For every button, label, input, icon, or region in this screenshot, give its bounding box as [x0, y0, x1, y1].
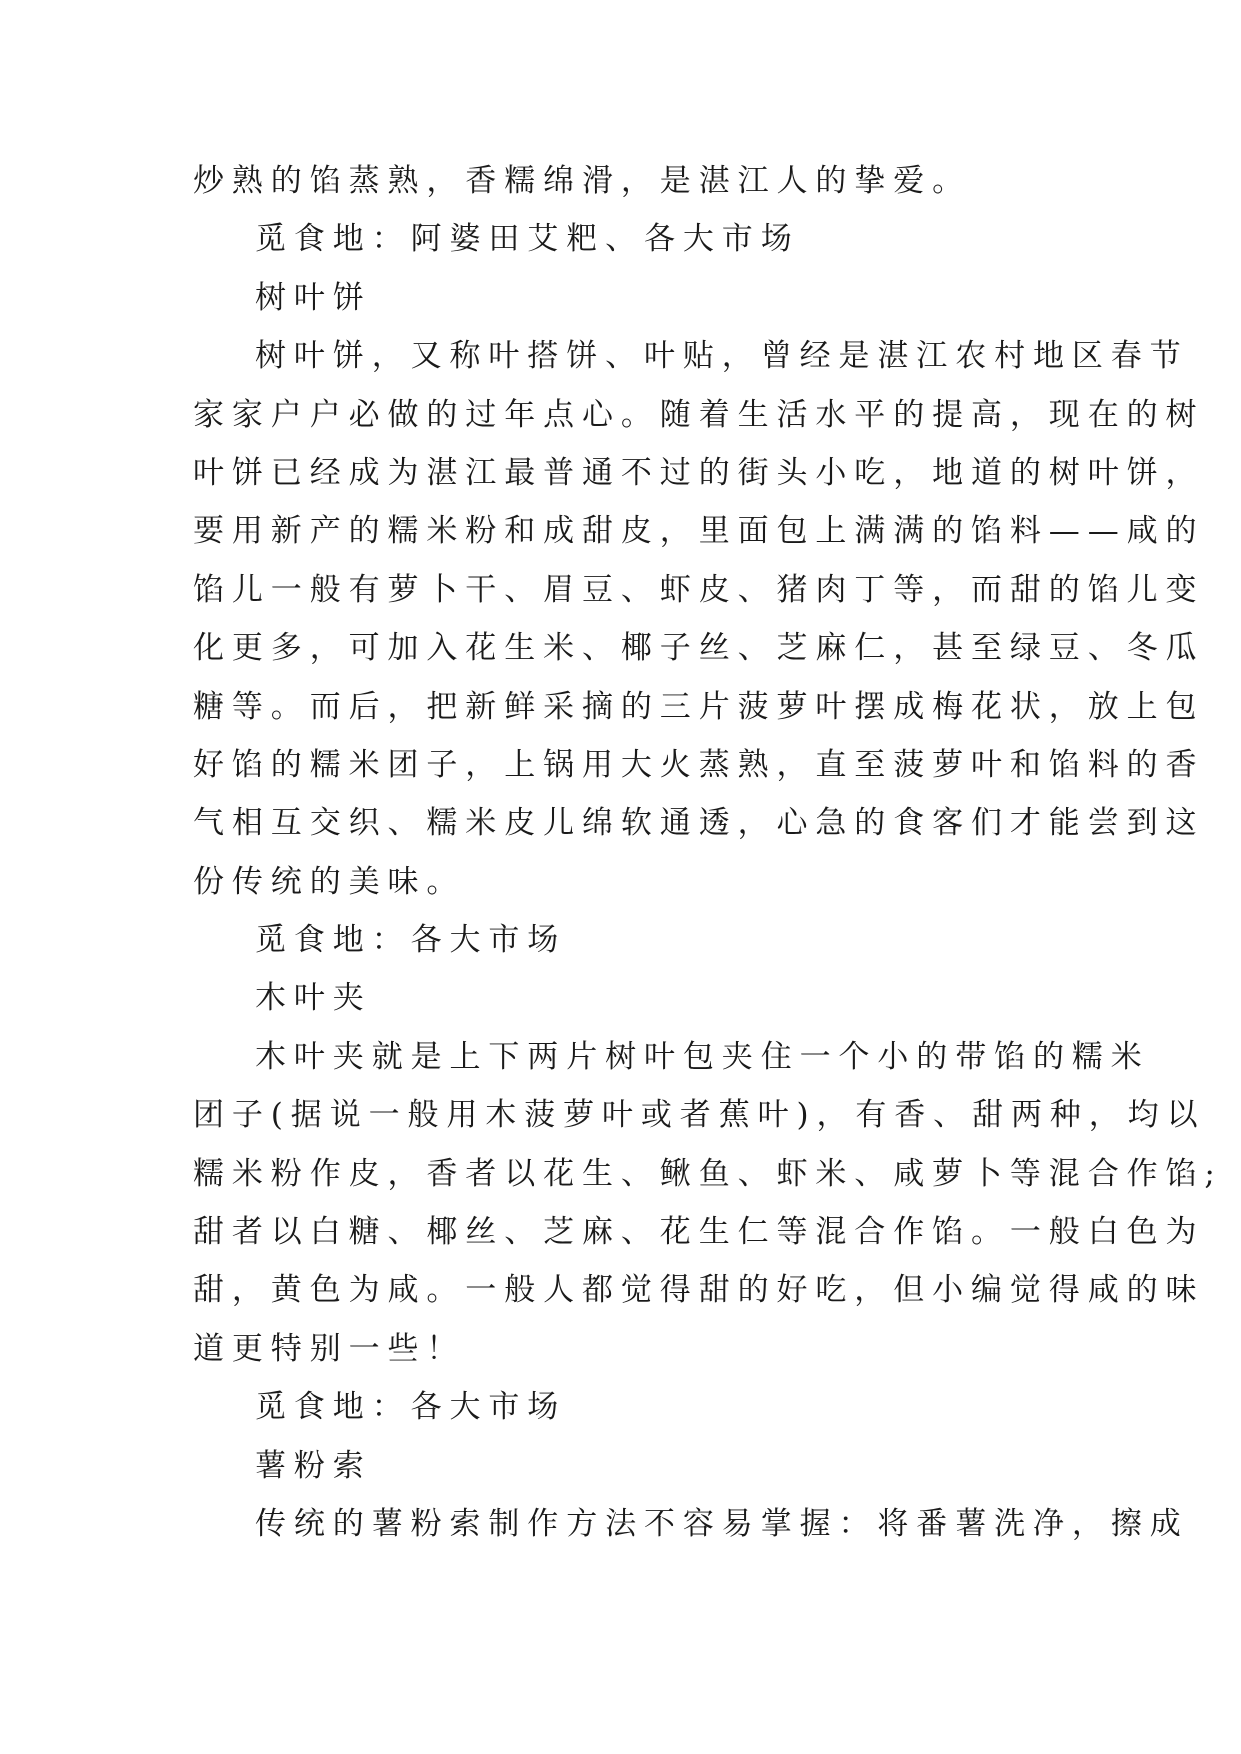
- paragraph-location: [193, 911, 1053, 969]
- paragraph-location: [193, 1378, 1053, 1436]
- text-line: 觅食地：各大市场: [255, 1389, 567, 1426]
- text-line: 薯粉索: [255, 1447, 372, 1484]
- paragraph-continuation: [193, 152, 1053, 210]
- text-line: 糯米粉作皮，香者以花生、鳅鱼、虾米、咸萝卜等混合作馅;: [193, 1155, 1223, 1192]
- section-heading-muyejia: [193, 969, 1053, 1027]
- text-line: 木叶夹: [255, 980, 372, 1017]
- text-line: 馅儿一般有萝卜干、眉豆、虾皮、猪肉丁等，而甜的馅儿变: [193, 571, 1205, 608]
- section-heading-shufensuo: [193, 1437, 1053, 1495]
- text-line: 气相互交织、糯米皮儿绵软通透，心急的食客们才能尝到这: [193, 805, 1205, 842]
- text-line: 要用新产的糯米粉和成甜皮，里面包上满满的馅料——咸的: [193, 513, 1205, 550]
- text-line: 树叶饼: [255, 279, 372, 316]
- text-line: 糖等。而后，把新鲜采摘的三片菠萝叶摆成梅花状，放上包: [193, 688, 1205, 725]
- paragraph-muyejia-body: [193, 1028, 1223, 1378]
- text-line: 炒熟的馅蒸熟，香糯绵滑，是湛江人的挚爱。: [193, 163, 971, 199]
- text-line: 觅食地：各大市场: [255, 922, 567, 959]
- text-line: 传统的薯粉索制作方法不容易掌握：将番薯洗净，擦成: [255, 1505, 1189, 1542]
- text-line: 好馅的糯米团子，上锅用大火蒸熟，直至菠萝叶和馅料的香: [193, 746, 1205, 783]
- text-line: 化更多，可加入花生米、椰子丝、芝麻仁，甚至绿豆、冬瓜: [193, 630, 1205, 667]
- text-line: 团子(据说一般用木菠萝叶或者蕉叶)，有香、甜两种，均以: [193, 1097, 1206, 1134]
- paragraph-location: [193, 210, 1053, 268]
- section-heading-shuyebing: [193, 269, 1053, 327]
- text-line: 木叶夹就是上下两片树叶包夹住一个小的带馅的糯米: [255, 1038, 1150, 1075]
- paragraph-shufensuo-body: [193, 1495, 1189, 1553]
- text-line: 树叶饼，又称叶搭饼、叶贴，曾经是湛江农村地区春节: [255, 338, 1189, 375]
- text-line: 份传统的美味。: [193, 863, 466, 900]
- text-line: 甜者以白糖、椰丝、芝麻、花生仁等混合作馅。一般白色为: [193, 1214, 1205, 1251]
- text-line: 甜，黄色为咸。一般人都觉得甜的好吃，但小编觉得咸的味: [193, 1272, 1205, 1309]
- text-line: 道更特别一些！: [193, 1330, 466, 1367]
- document-page: [193, 152, 1223, 1553]
- text-line: 觅食地：阿婆田艾粑、各大市场: [255, 221, 800, 258]
- text-line: 家家户户必做的过年点心。随着生活水平的提高，现在的树: [193, 396, 1205, 433]
- paragraph-shuyebing-body: [193, 327, 1205, 911]
- text-line: 叶饼已经成为湛江最普通不过的街头小吃，地道的树叶饼，: [193, 454, 1205, 491]
